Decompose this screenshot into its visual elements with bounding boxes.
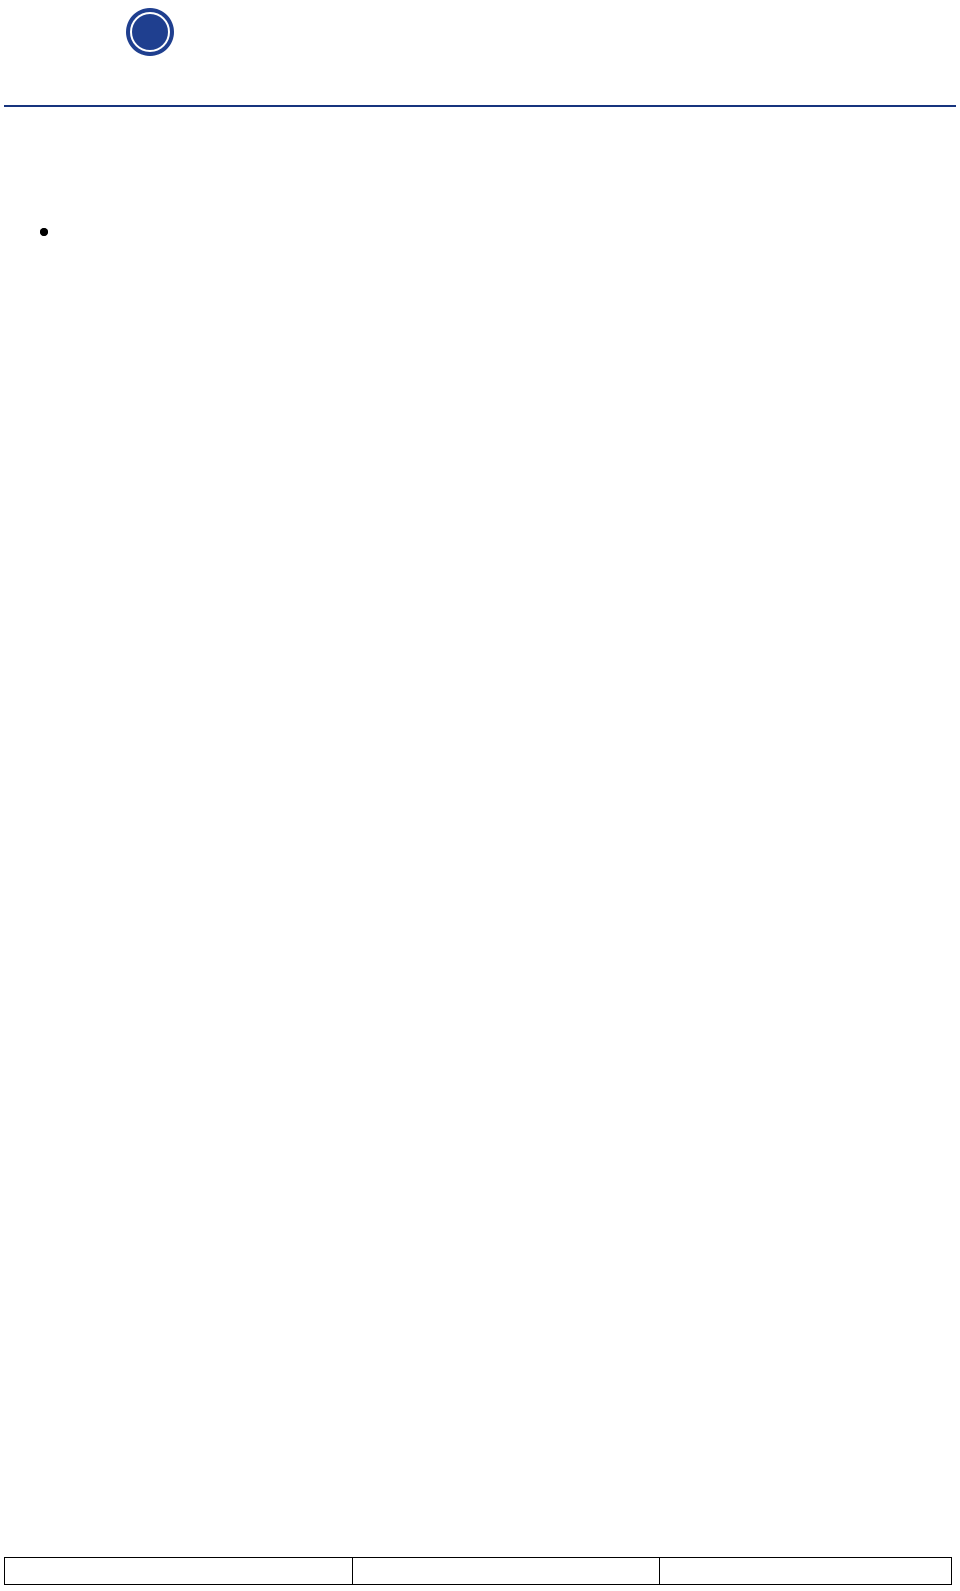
company-logo	[62, 6, 238, 102]
footer-version	[7, 1558, 347, 1584]
header-divider	[4, 105, 956, 107]
page-header	[0, 0, 960, 104]
footer-page-number	[659, 1558, 946, 1584]
footer-copies	[352, 1558, 656, 1584]
section-heading	[6, 158, 954, 194]
rg-emblem-icon	[124, 6, 176, 58]
document-body	[6, 158, 954, 215]
bullet-icon	[40, 228, 48, 236]
page-footer	[4, 1557, 952, 1585]
